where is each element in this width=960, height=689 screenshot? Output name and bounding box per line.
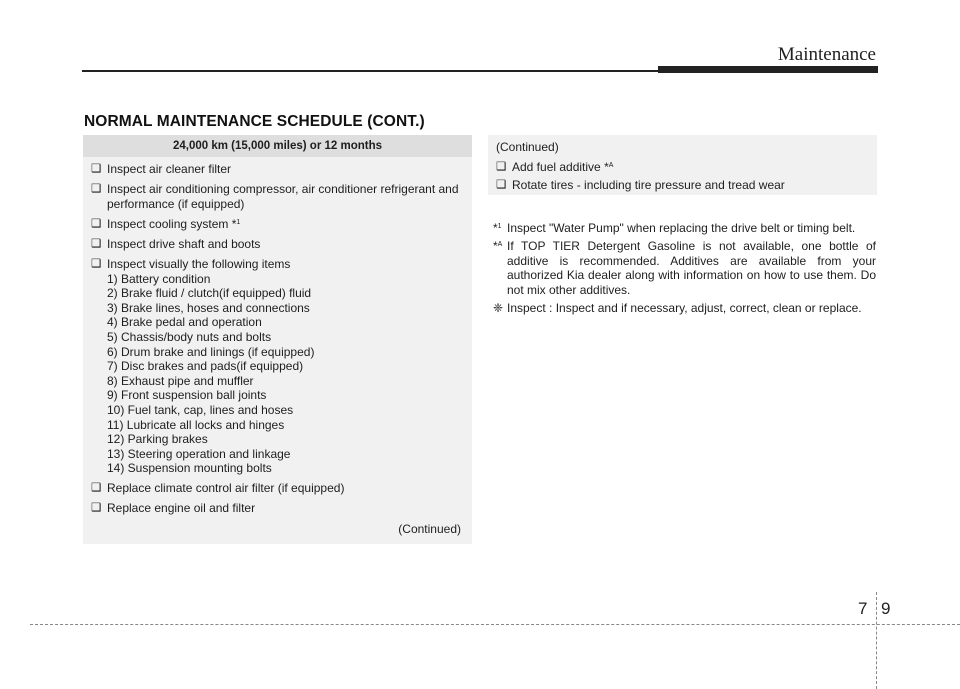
header-rule	[82, 70, 658, 72]
checkbox-icon: ❑	[496, 179, 507, 192]
list-item: 14) Suspension mounting bolts	[107, 461, 272, 476]
schedule-table-right	[488, 135, 877, 195]
checkbox-icon: ❑	[91, 217, 102, 230]
schedule-item: ❑ Add fuel additive *$^A$	[496, 159, 614, 174]
footer-rule	[30, 624, 960, 625]
checkbox-icon: ❑	[91, 482, 102, 495]
interval-heading: 24,000 km (15,000 miles) or 12 months	[83, 135, 472, 157]
checkbox-icon: ❑	[91, 237, 102, 250]
footnote-ref: 1	[236, 218, 241, 226]
section-title: NORMAL MAINTENANCE SCHEDULE (CONT.)	[84, 113, 425, 130]
chapter-number: 7	[858, 599, 868, 618]
page-number: 9	[881, 599, 891, 618]
visual-inspection-list	[107, 272, 464, 476]
note-symbol-icon: ❈	[493, 300, 504, 315]
list-item: 10) Fuel tank, cap, lines and hoses	[107, 402, 294, 417]
list-item: 5) Chassis/body nuts and bolts	[107, 329, 272, 344]
schedule-item: ❑ Inspect air cleaner filter	[91, 162, 232, 176]
footnote-ref: A	[608, 161, 614, 169]
page-header-title: Maintenance	[777, 44, 876, 65]
list-item: 1) Battery condition	[107, 271, 211, 286]
list-item: 6) Drum brake and linings (if equipped)	[107, 344, 315, 359]
checkbox-icon: ❑	[91, 257, 102, 270]
list-item: 8) Exhaust pipe and muffler	[107, 373, 254, 388]
continued-label: (Continued)	[398, 522, 461, 537]
schedule-item: ❑ Inspect drive shaft and boots	[91, 236, 261, 251]
list-item: 2) Brake fluid / clutch(if equipped) fluid	[107, 286, 312, 301]
list-item: 12) Parking brakes	[107, 432, 208, 447]
footer-separator	[876, 592, 877, 689]
checkbox-icon: ❑	[91, 163, 102, 175]
schedule-table-left	[83, 135, 472, 544]
footnote: *$^A$ If TOP TIER Detergent Gasoline is not available, one bottle of additive is recommended. Additives are available from your authorized Kia dealer along with information on how to use them. Do not mix other additives.	[493, 239, 876, 297]
checkbox-icon: ❑	[496, 160, 507, 173]
continued-label: (Continued)	[496, 140, 559, 154]
list-item: 4) Brake pedal and operation	[107, 315, 262, 330]
schedule-item: ❑ Rotate tires - including tire pressure and tread wear	[496, 178, 785, 193]
list-item: 11) Lubricate all locks and hinges	[107, 417, 285, 432]
header-rule-bar	[658, 66, 878, 73]
footnote: ❈ Inspect : Inspect and if necessary, adjust, correct, clean or replace.	[493, 300, 862, 315]
schedule-item: ❑ Inspect cooling system *$^1$	[91, 216, 241, 231]
checkbox-icon: ❑	[91, 183, 102, 196]
list-item: 7) Disc brakes and pads(if equipped)	[107, 359, 304, 374]
schedule-item: ❑ Inspect visually the following items 1) Battery condition 2) Brake fluid / clutch(if equipped) fluid 3) Brake lines, hoses and connections 4) Brake pedal and operation 5) Chassis/body nuts and bolts 6) Drum brake and linings (if equipped) 7) Disc brakes and pads(if equipped) 8) Exhaust pipe and muffler 9) Front suspension ball joints 10) Fuel tank, cap, lines and hoses 11) Lubricate all locks and hinges 12) Parking brakes 13) Steering operation and linkage 14) Suspension mounting bolts	[91, 257, 464, 476]
checkbox-icon: ❑	[91, 502, 102, 515]
list-item: 3) Brake lines, hoses and connections	[107, 300, 310, 315]
schedule-item: ❑ Replace engine oil and filter	[91, 501, 256, 516]
footnote: *$^1$ Inspect "Water Pump" when replacing the drive belt or timing belt.	[493, 221, 856, 235]
footnotes	[493, 221, 876, 319]
schedule-item: ❑ Inspect air conditioning compressor, air conditioner refrigerant and performance (if equipped)	[91, 182, 459, 211]
list-item: 13) Steering operation and linkage	[107, 446, 291, 461]
list-item: 9) Front suspension ball joints	[107, 388, 267, 403]
schedule-item: ❑ Replace climate control air filter (if equipped)	[91, 481, 345, 496]
